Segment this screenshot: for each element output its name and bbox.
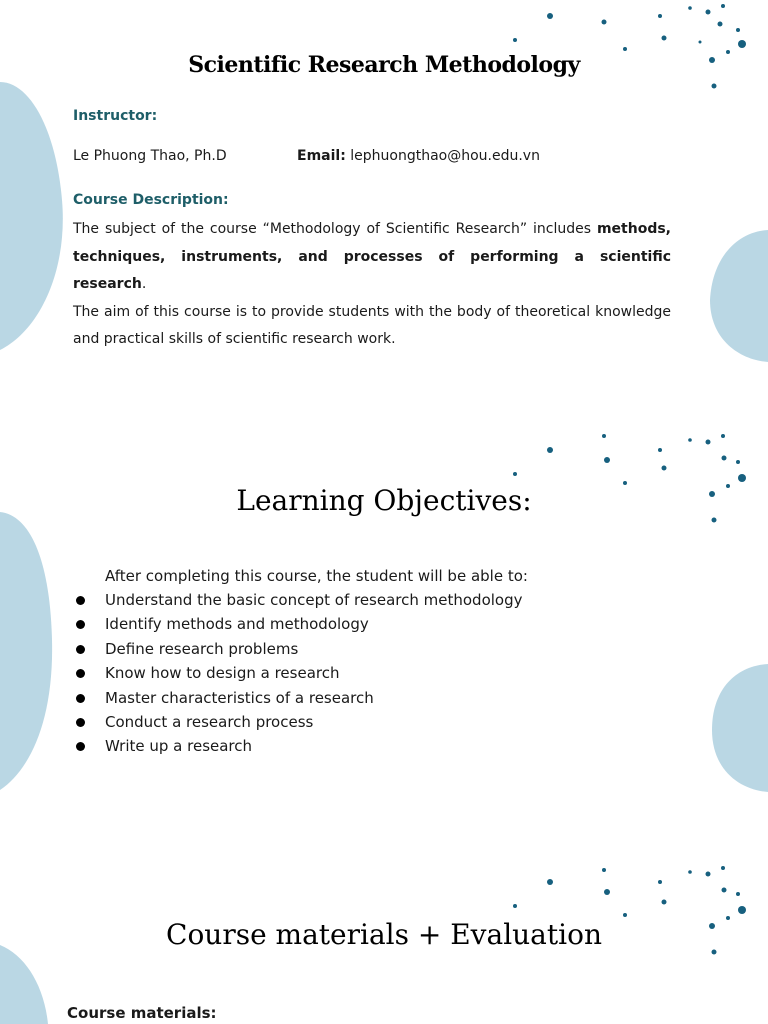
email-field [297, 148, 540, 164]
objective-item [73, 637, 523, 661]
objective-text: Know how to design a research [105, 664, 340, 683]
bullet-icon [76, 694, 85, 703]
bullet-icon [76, 596, 85, 605]
objective-item [73, 612, 523, 636]
course-materials-title: Course materials + Evaluation [166, 918, 602, 951]
bullet-icon [76, 742, 85, 751]
watercolor-blob-left-middle [0, 512, 52, 790]
objective-item [73, 734, 523, 758]
learning-objectives-title: Learning Objectives: [236, 484, 532, 517]
objective-text: Identify methods and methodology [105, 615, 369, 634]
course-materials-label: Course materials: [67, 1004, 217, 1022]
description-bold: methods, techniques, instruments, and processes of performing a scientific research [73, 221, 671, 292]
email-value[interactable]: lephuongthao@hou.edu.vn [350, 148, 540, 164]
description-part1: The subject of the course “Methodology of Scientific Research” includes [73, 221, 597, 237]
objective-text: Understand the basic concept of research methodology [105, 591, 523, 609]
objective-text: Conduct a research process [105, 712, 314, 731]
instructor-label: Instructor: [73, 108, 158, 124]
objective-text: Write up a research [105, 737, 253, 756]
course-description-text [73, 216, 671, 354]
objective-text: Define research problems [105, 639, 299, 658]
watercolor-blob-right-top [710, 230, 768, 362]
objective-item [73, 661, 523, 685]
objective-item [73, 588, 523, 612]
email-label: Email: [297, 148, 346, 164]
bullet-icon [76, 645, 85, 654]
objective-item [73, 710, 523, 734]
instructor-name: Le Phuong Thao, Ph.D [73, 148, 227, 164]
watercolor-blob-right-bottom [712, 664, 768, 792]
objectives-intro: After completing this course, the student will be able to: [105, 567, 528, 585]
watercolor-blob-left-top [0, 82, 63, 350]
course-description-label: Course Description: [73, 192, 229, 208]
bullet-icon [76, 718, 85, 727]
bullet-icon [76, 669, 85, 678]
objectives-list [73, 588, 523, 759]
objective-item [73, 686, 523, 710]
objective-text: Master characteristics of a research [105, 688, 374, 707]
description-part2: . [141, 276, 147, 292]
description-part3: The aim of this course is to provide students with the body of theoretical knowledge and practical skills of scientific research work. [73, 303, 671, 347]
document-title: Scientific Research Methodology [188, 52, 580, 78]
bullet-icon [76, 620, 85, 629]
watercolor-blob-left-bottom [0, 945, 48, 1024]
